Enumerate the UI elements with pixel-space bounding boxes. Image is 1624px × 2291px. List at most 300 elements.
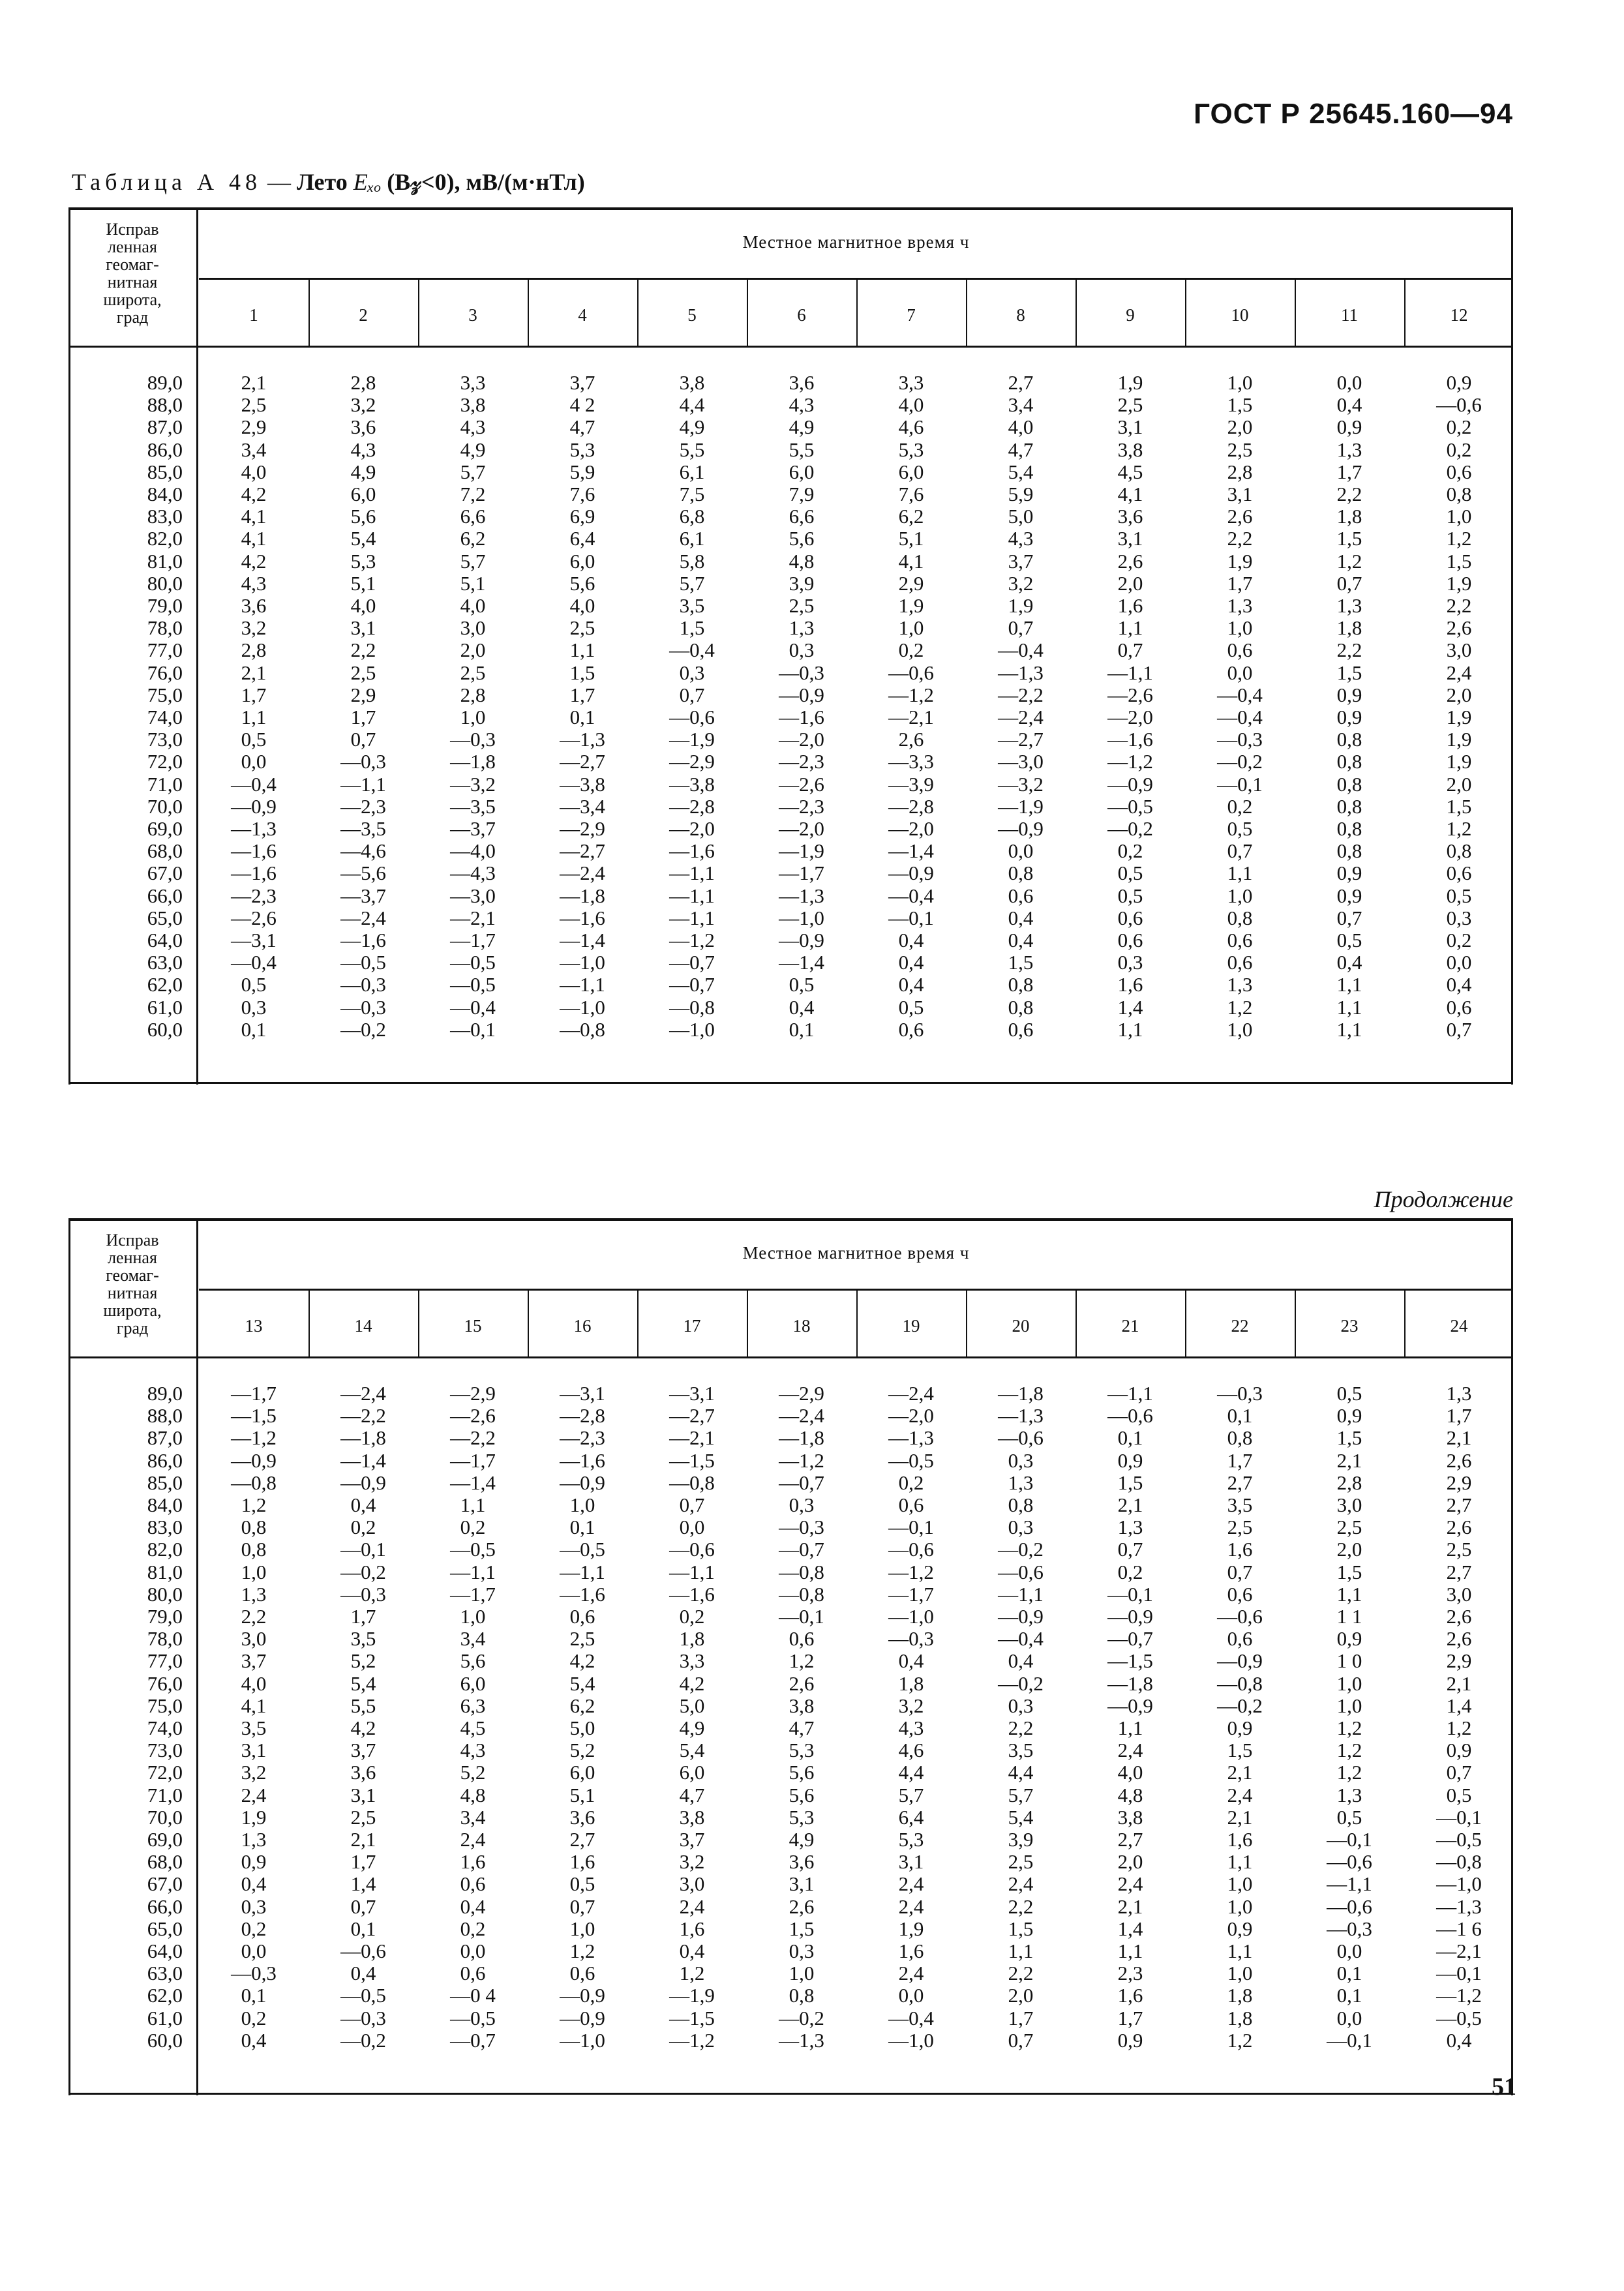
latitude-cell: 67,0	[147, 1872, 183, 1896]
value-cell: 1,2	[789, 1649, 815, 1673]
value-cell: —0,1	[1436, 1962, 1482, 1985]
value-cell: 1,3	[1117, 1516, 1143, 1539]
table-row	[68, 639, 1513, 661]
table-row	[68, 550, 1513, 573]
value-cell: 5,5	[350, 1694, 376, 1717]
table-row	[68, 1673, 1513, 1695]
latitude-cell: 60,0	[147, 1017, 183, 1041]
value-cell: —1,8	[1107, 1671, 1153, 1695]
latitude-cell: 72,0	[147, 750, 183, 773]
value-cell: 0,8	[241, 1516, 267, 1539]
value-cell: 2,7	[1117, 1828, 1143, 1851]
value-cell: —1,2	[888, 683, 934, 706]
value-cell: 0,5	[898, 995, 924, 1019]
value-cell: —2,7	[560, 750, 605, 773]
latitude-cell: 70,0	[147, 794, 183, 818]
latitude-cell: 65,0	[147, 1917, 183, 1940]
latitude-cell: 85,0	[147, 1471, 183, 1494]
value-cell: 0,6	[1446, 460, 1472, 483]
latitude-cell: 87,0	[147, 415, 183, 439]
value-cell: —0,1	[779, 1605, 824, 1628]
value-cell: 0,4	[898, 929, 924, 951]
value-cell: —1,8	[560, 884, 605, 907]
value-cell: 0,5	[1117, 884, 1143, 907]
latitude-cell: 74,0	[147, 1716, 183, 1739]
value-cell: 4,1	[241, 505, 267, 528]
value-cell: —0,2	[1107, 817, 1153, 840]
value-cell: 2,4	[679, 1894, 705, 1918]
value-cell: 4,6	[898, 415, 924, 439]
value-cell: 2,2	[241, 1605, 267, 1628]
value-cell: —1,5	[1107, 1649, 1153, 1673]
value-cell: —1,1	[1107, 661, 1153, 684]
value-cell: 1,9	[241, 1805, 267, 1829]
value-cell: 1,2	[1227, 2028, 1253, 2052]
latitude-cell: 64,0	[147, 929, 183, 951]
value-cell: 4,4	[679, 393, 705, 417]
value-cell: 0,4	[789, 995, 815, 1019]
value-cell: 0,2	[1227, 794, 1253, 818]
value-cell: —1,1	[998, 1582, 1044, 1606]
value-cell: 4,5	[460, 1716, 486, 1739]
value-cell: 0,7	[679, 683, 705, 706]
value-cell: —3,8	[669, 772, 715, 796]
value-cell: 4,7	[679, 1783, 705, 1806]
value-cell: 4,8	[1117, 1783, 1143, 1806]
value-cell: —2,0	[1107, 706, 1153, 728]
hour-header: 7	[907, 305, 916, 325]
value-cell: —1,1	[669, 884, 715, 907]
value-cell: 3,6	[569, 1805, 595, 1829]
value-cell: 0,5	[569, 1872, 595, 1896]
latitude-cell: 84,0	[147, 483, 183, 505]
value-cell: 1,5	[1008, 951, 1034, 974]
value-cell: 0,3	[241, 995, 267, 1019]
hour-header: 12	[1450, 305, 1468, 325]
value-cell: 1,1	[1336, 995, 1362, 1019]
value-cell: 1,0	[1227, 1894, 1253, 1918]
value-cell: 2,2	[1008, 1962, 1034, 1985]
value-cell: 4,8	[789, 549, 815, 573]
value-cell: —1,7	[450, 929, 496, 951]
value-cell: 3,5	[1008, 1739, 1034, 1762]
value-cell: 0,0	[241, 750, 267, 773]
value-cell: 0,9	[1336, 706, 1362, 728]
table-row	[68, 1761, 1513, 1784]
value-cell: 1,2	[1336, 1761, 1362, 1784]
value-cell: —0,9	[779, 683, 824, 706]
value-cell: 1,1	[1227, 1939, 1253, 1962]
value-cell: 2,1	[1446, 1671, 1472, 1695]
value-cell: 0,5	[1336, 1382, 1362, 1405]
table-row	[68, 1962, 1513, 1984]
value-cell: —2,7	[998, 728, 1044, 751]
value-cell: 2,9	[1446, 1649, 1472, 1673]
value-cell: 1,4	[1117, 995, 1143, 1019]
value-cell: 2,6	[1446, 616, 1472, 640]
table-row	[68, 1494, 1513, 1516]
value-cell: 0,2	[679, 1605, 705, 1628]
value-cell: —1,1	[560, 973, 605, 996]
value-cell: 0,1	[1117, 1426, 1143, 1450]
table-row	[68, 505, 1513, 528]
value-cell: —1,2	[669, 929, 715, 951]
row-header-line: геомаг-	[106, 255, 159, 274]
value-cell: 0,7	[1336, 571, 1362, 595]
value-cell: 1,7	[569, 683, 595, 706]
value-cell: 1,1	[1336, 973, 1362, 996]
table-row	[68, 372, 1513, 394]
value-cell: 5,4	[679, 1739, 705, 1762]
value-cell: 0,1	[1336, 1962, 1362, 1985]
value-cell: 1,2	[1446, 817, 1472, 840]
value-cell: 1,2	[1336, 1716, 1362, 1739]
value-cell: 3,9	[789, 571, 815, 595]
value-cell: 0,8	[1227, 906, 1253, 929]
value-cell: —1,0	[560, 995, 605, 1019]
value-cell: —0,9	[779, 929, 824, 951]
value-cell: —0,1	[1327, 2028, 1372, 2052]
value-cell: 0,6	[898, 1017, 924, 1041]
value-cell: 4,2	[679, 1671, 705, 1695]
value-cell: 0,3	[241, 1894, 267, 1918]
value-cell: 1,3	[241, 1582, 267, 1606]
value-cell: 0,8	[241, 1538, 267, 1561]
value-cell: 3,8	[679, 371, 705, 394]
value-cell: —0,6	[669, 706, 715, 728]
value-cell: 0,4	[350, 1493, 376, 1516]
value-cell: 1,2	[679, 1962, 705, 1985]
table-row	[68, 907, 1513, 929]
value-cell: 5,3	[898, 438, 924, 461]
table-row	[68, 706, 1513, 728]
value-cell: —2,0	[779, 817, 824, 840]
value-cell: 2,7	[1446, 1493, 1472, 1516]
value-cell: 3,8	[460, 393, 486, 417]
value-cell: —1,1	[669, 906, 715, 929]
value-cell: —2,0	[888, 817, 934, 840]
value-cell: 1,2	[1446, 527, 1472, 550]
value-cell: 0,7	[1008, 2028, 1034, 2052]
value-cell: 6,2	[898, 505, 924, 528]
value-cell: 0,4	[898, 973, 924, 996]
value-cell: 0,1	[1336, 1984, 1362, 2007]
value-cell: 2,5	[1336, 1516, 1362, 1539]
caption-condition: (B𝓏<0),	[387, 169, 460, 195]
latitude-cell: 86,0	[147, 438, 183, 461]
value-cell: 5,3	[898, 1828, 924, 1851]
value-cell: 3,6	[350, 415, 376, 439]
value-cell: 3,5	[241, 1716, 267, 1739]
value-cell: —0,9	[340, 1471, 386, 1494]
hour-header: 18	[792, 1316, 811, 1336]
value-cell: 2,1	[1336, 1448, 1362, 1472]
value-cell: 1,5	[1446, 794, 1472, 818]
value-cell: 0,4	[1336, 951, 1362, 974]
value-cell: —1,7	[450, 1582, 496, 1606]
value-cell: 3,0	[460, 616, 486, 640]
value-cell: —1,4	[779, 951, 824, 974]
value-cell: —1,5	[669, 1448, 715, 1472]
value-cell: 0,6	[1117, 906, 1143, 929]
value-cell: —4,0	[450, 839, 496, 863]
value-cell: 4,3	[350, 438, 376, 461]
value-cell: 5,4	[350, 527, 376, 550]
value-cell: 1,5	[1336, 1560, 1362, 1583]
value-cell: 5,7	[898, 1783, 924, 1806]
value-cell: 2,0	[1227, 415, 1253, 439]
value-cell: 2,6	[1227, 505, 1253, 528]
value-cell: 0,1	[350, 1917, 376, 1940]
value-cell: 1,2	[1446, 1716, 1472, 1739]
table-row	[68, 751, 1513, 773]
value-cell: —0,5	[1436, 1828, 1482, 1851]
value-cell: 3,7	[569, 371, 595, 394]
value-cell: —3,0	[998, 750, 1044, 773]
page-number: 51	[1492, 2073, 1516, 2101]
value-cell: 0,1	[241, 1017, 267, 1041]
value-cell: —0,2	[998, 1671, 1044, 1695]
value-cell: 0,3	[789, 638, 815, 662]
value-cell: 2,5	[569, 1627, 595, 1651]
value-cell: 5,2	[569, 1739, 595, 1762]
value-cell: —2,9	[779, 1382, 824, 1405]
value-cell: 5,7	[460, 460, 486, 483]
value-cell: 0,4	[350, 1962, 376, 1985]
value-cell: —1,9	[669, 728, 715, 751]
value-cell: 0,9	[1336, 415, 1362, 439]
latitude-cell: 81,0	[147, 1560, 183, 1583]
value-cell: 3,1	[789, 1872, 815, 1896]
value-cell: 0,3	[789, 1493, 815, 1516]
table-row	[68, 394, 1513, 416]
value-cell: 5,2	[350, 1649, 376, 1673]
value-cell: 3,2	[898, 1694, 924, 1717]
hour-header: 6	[797, 305, 806, 325]
value-cell: 0,0	[1446, 951, 1472, 974]
value-cell: 1,0	[1227, 371, 1253, 394]
value-cell: 5,6	[789, 1783, 815, 1806]
value-cell: 0,0	[1008, 839, 1034, 863]
value-cell: 0,4	[1008, 929, 1034, 951]
value-cell: 1,3	[1336, 594, 1362, 617]
value-cell: 0,2	[1446, 415, 1472, 439]
latitude-cell: 80,0	[147, 1582, 183, 1606]
hour-header: 16	[573, 1316, 592, 1336]
value-cell: —3,5	[450, 794, 496, 818]
hour-header: 5	[687, 305, 697, 325]
value-cell: 0,1	[569, 1516, 595, 1539]
value-cell: 0,4	[898, 1649, 924, 1673]
table-row	[68, 528, 1513, 550]
value-cell: 1,6	[679, 1917, 705, 1940]
data-table-1	[68, 207, 1513, 1085]
value-cell: —0,8	[779, 1560, 824, 1583]
value-cell: 1,3	[1227, 973, 1253, 996]
value-cell: 4,2	[241, 549, 267, 573]
value-cell: 1,5	[789, 1917, 815, 1940]
value-cell: 4,8	[460, 1783, 486, 1806]
value-cell: 0,0	[1227, 661, 1253, 684]
value-cell: 6,6	[789, 505, 815, 528]
value-cell: 3,2	[350, 393, 376, 417]
value-cell: 2,6	[789, 1671, 815, 1695]
value-cell: —0,9	[888, 861, 934, 885]
value-cell: 6,6	[460, 505, 486, 528]
hour-header: 3	[468, 305, 477, 325]
latitude-cell: 76,0	[147, 661, 183, 684]
value-cell: —1,9	[998, 794, 1044, 818]
value-cell: —0,3	[1217, 1382, 1263, 1405]
value-cell: 0,2	[460, 1917, 486, 1940]
value-cell: —0,4	[231, 772, 277, 796]
value-cell: 0,7	[569, 1894, 595, 1918]
value-cell: 1,7	[1336, 460, 1362, 483]
value-cell: —0,9	[998, 817, 1044, 840]
latitude-cell: 63,0	[147, 1962, 183, 1985]
value-cell: 2,0	[1446, 772, 1472, 796]
value-cell: 6,3	[460, 1694, 486, 1717]
latitude-cell: 61,0	[147, 2006, 183, 2029]
value-cell: —0,2	[340, 2028, 386, 2052]
value-cell: 3,2	[241, 1761, 267, 1784]
table-row	[68, 1984, 1513, 2007]
table-row	[68, 728, 1513, 751]
table-row	[68, 439, 1513, 461]
value-cell: 4,1	[898, 549, 924, 573]
value-cell: 3,4	[460, 1805, 486, 1829]
latitude-cell: 81,0	[147, 549, 183, 573]
table-row	[68, 974, 1513, 996]
latitude-cell: 83,0	[147, 505, 183, 528]
value-cell: —0,9	[1107, 1605, 1153, 1628]
value-cell: —0,3	[340, 1582, 386, 1606]
value-cell: —1,6	[560, 1448, 605, 1472]
value-cell: —0,6	[888, 1538, 934, 1561]
value-cell: 2,5	[569, 616, 595, 640]
latitude-cell: 86,0	[147, 1448, 183, 1472]
latitude-cell: 77,0	[147, 638, 183, 662]
value-cell: 4,9	[350, 460, 376, 483]
value-cell: 0,8	[1336, 839, 1362, 863]
value-cell: —0,2	[1217, 1694, 1263, 1717]
value-cell: 7,6	[898, 483, 924, 505]
value-cell: 1,4	[1446, 1694, 1472, 1717]
value-cell: —2,3	[779, 750, 824, 773]
value-cell: —2,9	[560, 817, 605, 840]
value-cell: —0,9	[1217, 1649, 1263, 1673]
value-cell: 1,2	[1336, 1739, 1362, 1762]
value-cell: 4,0	[1008, 415, 1034, 439]
table-row	[68, 996, 1513, 1019]
value-cell: —3,1	[231, 929, 277, 951]
value-cell: 5,6	[789, 527, 815, 550]
value-cell: 5,0	[1008, 505, 1034, 528]
value-cell: —1,0	[888, 1605, 934, 1628]
value-cell: 2,7	[569, 1828, 595, 1851]
value-cell: 5,0	[569, 1716, 595, 1739]
value-cell: —1,8	[779, 1426, 824, 1450]
value-cell: 5,5	[789, 438, 815, 461]
value-cell: 4,9	[679, 1716, 705, 1739]
value-cell: 1,0	[1227, 1017, 1253, 1041]
value-cell: —2,4	[888, 1382, 934, 1405]
value-cell: 0,4	[1008, 906, 1034, 929]
row-header-line: град	[116, 308, 149, 327]
value-cell: —1 6	[1436, 1917, 1482, 1940]
value-cell: —2,4	[340, 1382, 386, 1405]
value-cell: 5,1	[898, 527, 924, 550]
value-cell: —0,9	[1107, 1694, 1153, 1717]
value-cell: 3,6	[789, 371, 815, 394]
latitude-cell: 66,0	[147, 884, 183, 907]
value-cell: 7,5	[679, 483, 705, 505]
value-cell: 1,9	[1446, 706, 1472, 728]
latitude-cell: 84,0	[147, 1493, 183, 1516]
value-cell: 3,5	[679, 594, 705, 617]
value-cell: 0,6	[460, 1872, 486, 1896]
latitude-cell: 68,0	[147, 1850, 183, 1874]
value-cell: 0,6	[1008, 1017, 1034, 1041]
value-cell: 2,1	[241, 661, 267, 684]
value-cell: 3,9	[1008, 1828, 1034, 1851]
value-cell: 3,1	[241, 1739, 267, 1762]
value-cell: 0,9	[1336, 1404, 1362, 1428]
value-cell: 5,1	[460, 571, 486, 595]
value-cell: 0,7	[1227, 1560, 1253, 1583]
value-cell: 3,3	[460, 371, 486, 394]
value-cell: 1,8	[1336, 616, 1362, 640]
value-cell: 0,4	[898, 951, 924, 974]
value-cell: 1,6	[898, 1939, 924, 1962]
value-cell: —1,0	[888, 2028, 934, 2052]
table-row	[68, 1695, 1513, 1717]
value-cell: —0,3	[779, 1516, 824, 1539]
latitude-cell: 62,0	[147, 973, 183, 996]
value-cell: 6,0	[350, 483, 376, 505]
value-cell: —0,8	[231, 1471, 277, 1494]
value-cell: —1,3	[779, 2028, 824, 2052]
value-cell: 1,1	[569, 638, 595, 662]
value-cell: 0,1	[569, 706, 595, 728]
value-cell: 1,0	[1446, 505, 1472, 528]
value-cell: 2,8	[1227, 460, 1253, 483]
value-cell: 1,0	[1336, 1671, 1362, 1695]
value-cell: 2,5	[1117, 393, 1143, 417]
latitude-cell: 71,0	[147, 1783, 183, 1806]
value-cell: —1,1	[1107, 1382, 1153, 1405]
table-row	[68, 1383, 1513, 1405]
value-cell: —0,3	[340, 2006, 386, 2029]
data-table-2	[68, 1218, 1513, 2095]
value-cell: 0,1	[1227, 1404, 1253, 1428]
table-row	[68, 684, 1513, 706]
value-cell: 1,1	[241, 706, 267, 728]
value-cell: —1,6	[231, 861, 277, 885]
value-cell: 1,8	[1227, 2006, 1253, 2029]
table-row	[68, 1561, 1513, 1583]
table-row	[68, 1628, 1513, 1650]
value-cell: 2,3	[1117, 1962, 1143, 1985]
value-cell: 1,5	[569, 661, 595, 684]
hour-header: 15	[464, 1316, 482, 1336]
value-cell: 2,2	[350, 638, 376, 662]
value-cell: 2,8	[1336, 1471, 1362, 1494]
value-cell: 0,5	[1336, 1805, 1362, 1829]
table-row	[68, 483, 1513, 505]
value-cell: 0,2	[1117, 839, 1143, 863]
value-cell: 3,6	[789, 1850, 815, 1874]
